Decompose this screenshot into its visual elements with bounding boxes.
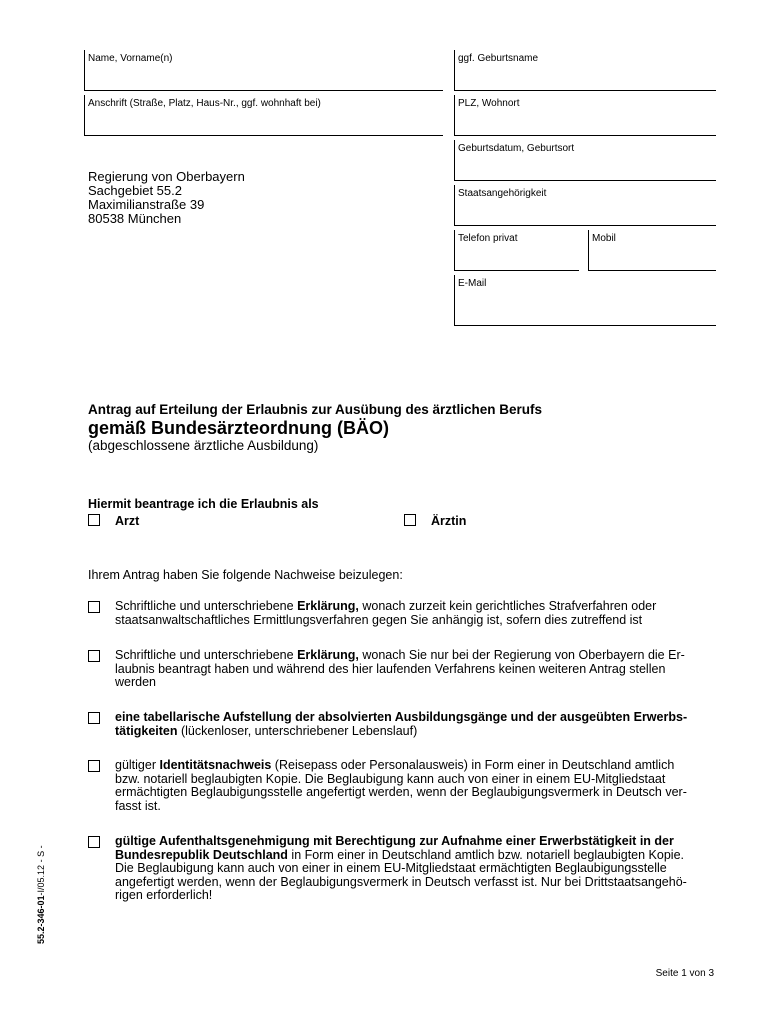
document-text: angefertigt werden, wenn der Beglaubigungsvermerk in Deutsch verfasst ist. Nur bei Drittstaatsangehö- [115,874,687,889]
email-label: E-Mail [458,278,487,289]
document-line [115,614,715,628]
address-field[interactable] [84,95,443,136]
document-checkbox[interactable] [88,650,100,662]
document-checkbox[interactable] [88,760,100,772]
document-line [115,786,715,800]
form-code-bold: 55.2-346-01 [36,895,46,944]
document-line [115,876,715,890]
document-text: Schriftliche und unterschriebene [115,599,298,613]
recipient-line: Maximilianstraße 39 [88,197,205,212]
document-line [115,600,715,614]
document-text: fasst ist. [115,798,161,813]
recipient-line: 80538 München [88,211,182,226]
document-line [115,711,715,725]
document-line [115,773,715,787]
document-line [115,889,715,903]
form-title-line2: gemäß Bundesärzteordnung (BÄO) [88,418,390,438]
request-heading: Hiermit beantrage ich die Erlaubnis als [88,497,319,511]
document-text-bold: gültige Aufenthaltsgenehmigung mit Berechtigung zur Aufnahme einer Erwerbstätigkeit in der [115,834,674,848]
document-text: staatsanwaltschaftliches Ermittlungsverfahren gegen Sie anhängig ist, sofern dies zutreffend ist [115,612,643,627]
form-code-rest: -I/05.12 - S - [36,845,46,896]
page-number: Seite 1 von 3 [655,968,714,979]
document-text-bold: Erklärung, [297,648,359,662]
mobile-field[interactable] [588,230,716,271]
document-line [115,663,715,677]
recipient-line: Regierung von Oberbayern [88,169,245,184]
form-title-line1: Antrag auf Erteilung der Erlaubnis zur Ausübung des ärztlichen Berufs [88,402,543,417]
document-text: Die Beglaubigung kann auch von einer in einem EU-Mitgliedstaat ermächtigten Beglaubigungsstelle [115,861,667,875]
form-code [36,845,46,944]
document-item [115,835,715,903]
document-line [115,676,715,690]
birth-date-place-input[interactable] [458,162,713,178]
birth-name-input[interactable] [458,72,713,88]
name-label: Name, Vorname(n) [88,53,173,64]
zip-city-label: PLZ, Wohnort [458,98,520,109]
document-text: Schriftliche und unterschriebene [115,648,298,662]
mobile-label: Mobil [592,233,616,244]
birth-date-place-field[interactable] [454,140,716,181]
nationality-field[interactable] [454,185,716,226]
document-text: rigen erforderlich! [115,888,213,902]
document-text-bold: tätigkeiten [115,723,178,738]
document-text: (Reisepass oder Personalausweis) in Form einer in Deutschland amtlich [271,758,675,772]
aerztin-checkbox[interactable] [404,514,416,526]
document-text: wonach Sie nur bei der Regierung von Oberbayern die Er- [358,648,685,662]
nationality-label: Staatsangehörigkeit [458,188,547,199]
document-line [115,862,715,876]
arzt-label: Arzt [115,514,140,528]
document-checkbox[interactable] [88,601,100,613]
document-text: laubnis beantragt haben und während des hier laufenden Verfahrens keinen weiteren Antrag stellen [115,661,666,676]
aerztin-label: Ärztin [431,514,467,528]
birth-date-place-label: Geburtsdatum, Geburtsort [458,143,575,154]
mobile-input[interactable] [592,252,713,268]
document-text-bold: Identitätsnachweis [159,758,272,772]
document-line [115,725,715,739]
email-input[interactable] [458,307,713,323]
documents-intro: Ihrem Antrag haben Sie folgende Nachweise beizulegen: [88,568,403,582]
document-text-bold: Erklärung, [297,599,359,613]
document-text: werden [115,675,156,689]
document-checkbox[interactable] [88,712,100,724]
document-line [115,800,715,814]
address-label: Anschrift (Straße, Platz, Haus-Nr., ggf. wohnhaft bei) [88,98,321,109]
document-text-bold: Bundesrepublik Deutschland [115,847,288,862]
birth-name-label: ggf. Geburtsname [458,53,539,64]
document-text: gültiger [115,758,160,772]
recipient-line: Sachgebiet 55.2 [88,183,182,198]
document-text: (lückenloser, unterschriebener Lebenslauf) [177,723,418,738]
name-input[interactable] [88,72,440,88]
arzt-checkbox[interactable] [88,514,100,526]
phone-input[interactable] [458,252,576,268]
document-item [115,649,715,690]
nationality-input[interactable] [458,207,713,223]
phone-field[interactable] [454,230,579,271]
document-text: bzw. notariell beglaubigten Kopie. Die Beglaubigung kann auch von einer in einem EU-Mitgliedstaat [115,771,666,786]
document-text: ermächtigten Beglaubigungsstelle angefertigt werden, wenn der Beglaubigungsvermerk in Deutsch ver- [115,785,687,799]
document-text: wonach zurzeit kein gerichtliches Strafverfahren oder [358,599,657,613]
address-input[interactable] [88,117,440,133]
zip-city-input[interactable] [458,117,713,133]
email-field[interactable] [454,275,716,326]
document-text-bold: eine tabellarische Aufstellung der absolvierten Ausbildungsgänge und der ausgeübten Erwerbs- [115,710,688,724]
document-line [115,849,715,863]
phone-label: Telefon privat [458,233,518,244]
document-line [115,759,715,773]
document-item [115,759,715,813]
birth-name-field[interactable] [454,50,716,91]
zip-city-field[interactable] [454,95,716,136]
form-title-line3: (abgeschlossene ärztliche Ausbildung) [88,438,319,453]
document-text: in Form einer in Deutschland amtlich bzw. notariell beglaubigten Kopie. [287,847,685,862]
document-checkbox[interactable] [88,836,100,848]
recipient-address [88,170,245,226]
name-field[interactable] [84,50,443,91]
document-item [115,600,715,627]
document-line [115,835,715,849]
document-line [115,649,715,663]
document-item [115,711,715,738]
